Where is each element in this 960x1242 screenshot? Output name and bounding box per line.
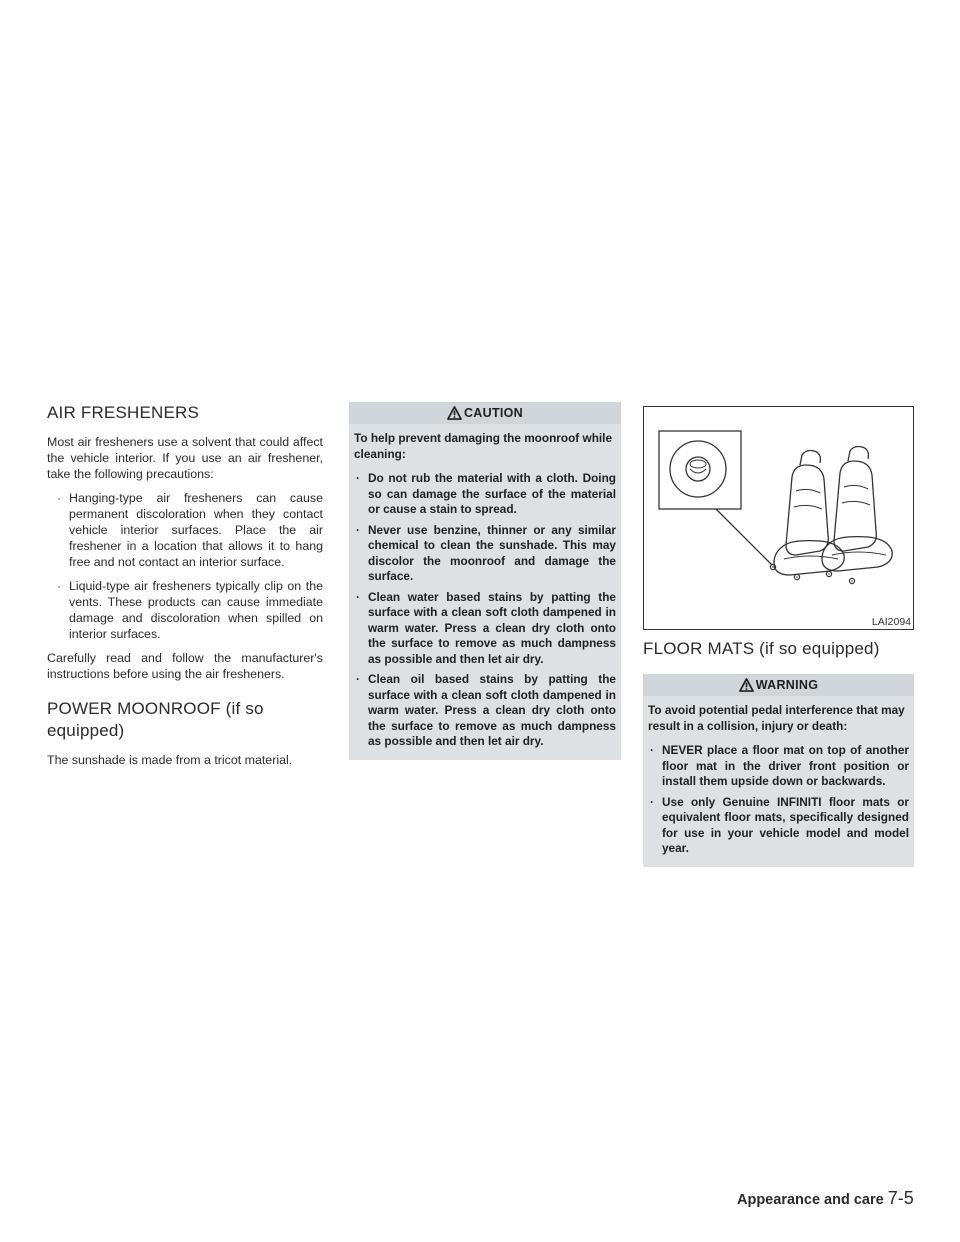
warning-box <box>643 674 914 867</box>
warning-intro: To avoid potential pedal interference that may result in a collision, injury or death: <box>648 703 905 733</box>
list-item: · Clean oil based stains by patting the surface with a clean soft cloth dampened in warm water. Press a clean dry cloth onto the surface to remove as much dampness as possible and then let air dry. <box>354 672 616 750</box>
page-number: 7-5 <box>887 1188 914 1208</box>
list-item: · Liquid-type air fresheners typically clip on the vents. These products can cause immediate damage and discoloration when spilled on interior surfaces. <box>47 578 323 642</box>
figure-label: LAI2094 <box>871 616 911 628</box>
air-fresheners-intro: Most air fresheners use a solvent that could affect the vehicle interior. If you use an air freshener, take the following precautions: <box>47 435 323 481</box>
list-item: · Never use benzine, thinner or any similar chemical to clean the sunshade. This may discolor the moonroof and damage the surface. <box>354 523 616 585</box>
list-item: · Use only Genuine INFINITI floor mats or equivalent floor mats, specifically designed for use in your vehicle model and model year. <box>648 795 909 857</box>
air-fresheners-closing: Carefully read and follow the manufacturer's instructions before using the air fresheners. <box>47 651 323 681</box>
caution-header <box>349 402 621 424</box>
caution-box <box>349 402 621 760</box>
footer-section-title: Appearance and care <box>737 1192 884 1208</box>
floor-mat-figure <box>643 406 914 630</box>
list-item: · Clean water based stains by patting the surface with a clean soft cloth dampened in warm water. Press a clean dry cloth onto the surface to remove as much dampness as possible and then let air dry. <box>354 590 616 668</box>
moonroof-heading: POWER MOONROOF (if so equipped) <box>47 699 264 740</box>
caution-label: CAUTION <box>463 406 524 420</box>
warning-triangle-icon <box>739 678 754 692</box>
list-item: · Do not rub the material with a cloth. Doing so can damage the surface of the material or cause a stain to spread. <box>354 471 616 518</box>
air-fresheners-heading: AIR FRESHENERS <box>47 403 200 422</box>
air-fresheners-list <box>47 490 323 642</box>
floor-mats-heading: FLOOR MATS (if so equipped) <box>643 639 880 658</box>
warning-label: WARNING <box>755 678 819 692</box>
moonroof-text: The sunshade is made from a tricot material. <box>47 753 293 767</box>
warning-list <box>643 743 914 857</box>
list-item: · NEVER place a floor mat on top of another floor mat in the driver front position or install them upside down or backwards. <box>648 743 909 790</box>
page-footer <box>737 1188 917 1209</box>
middle-column <box>349 402 621 760</box>
warning-triangle-icon <box>447 406 462 420</box>
left-column <box>47 402 323 776</box>
right-column <box>643 406 914 867</box>
seat-floor-mat-illustration <box>644 407 913 629</box>
warning-header <box>643 674 914 696</box>
caution-list <box>349 471 621 750</box>
caution-intro: To help prevent damaging the moonroof while cleaning: <box>354 431 613 461</box>
list-item: · Hanging-type air fresheners can cause permanent discoloration when they contact vehicle interior surfaces. Place the air freshener in a location that allows it to hang free and not contact an interior surface. <box>47 490 323 570</box>
